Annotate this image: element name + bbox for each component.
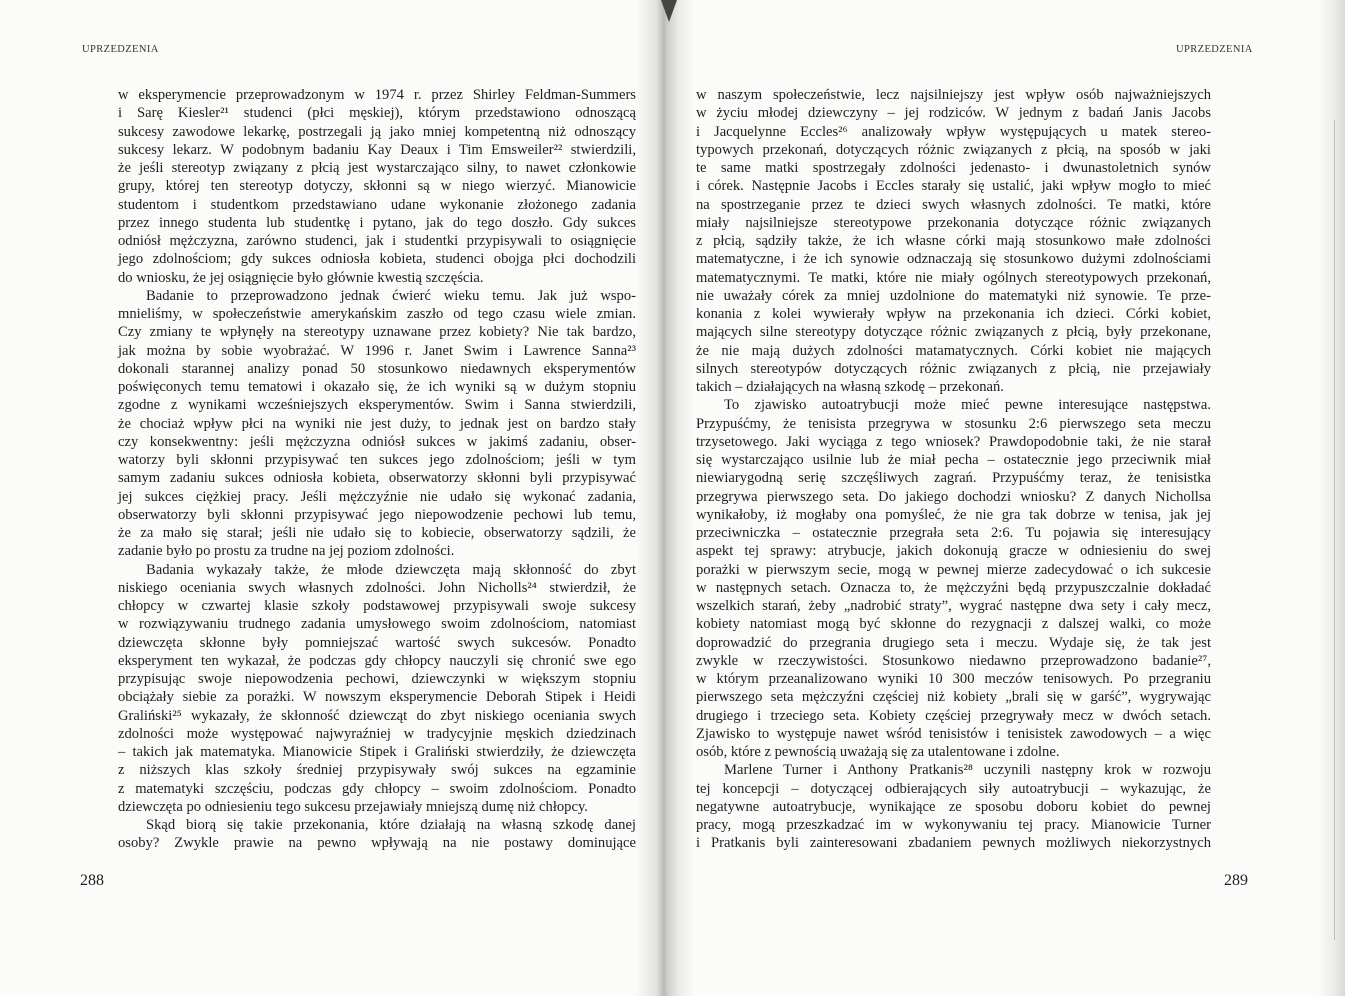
text-line: sukcesy lekarz. W podobnym badaniu Kay Deaux i Tim Emsweiler²² stwierdzili,	[118, 141, 636, 158]
text-line: Skąd biorą się takie przekonania, które działają na własną szkodę danej	[146, 817, 636, 833]
text-line: takich – działających na własną szkodę – przekonań.	[696, 379, 1004, 395]
text-line: Badanie to przeprowadzono jednak ćwierć wieku temu. Jak już wspo-	[146, 287, 636, 304]
text-line: do wniosku, że jej osiągnięcie było głównie kwestią szczęścia.	[118, 269, 484, 286]
text-line: że chociaż wpływ płci na wyniki nie jest duży, to jednak jest on bardzo stały	[118, 415, 636, 432]
right-page-text	[696, 86, 1211, 853]
text-line: przegrywa pierwszego seta. Do jakiego dochodzi wniosku? Z danych Nichollsa	[696, 488, 1211, 505]
right-page-number: 289	[1224, 872, 1248, 889]
text-line: watorzy byli skłonni przypisywać ten sukces jego zdolnościom; jeśli w tym	[118, 452, 636, 468]
text-line: i Pratkanis byli zainteresowani zbadaniem pewnych możliwych niekorzystnych	[696, 835, 1211, 852]
text-line: w eksperymencie przeprowadzonym w 1974 r. przez Shirley Feldman-Summers	[118, 87, 636, 103]
text-line: matematycznymi. Te matki, które nie miały ogólnych stereotypowych przekonań,	[696, 269, 1211, 286]
text-line: i córek. Następnie Jacobs i Eccles starały się ustalić, jaki wpływ mogło to mieć	[696, 178, 1211, 195]
page-edge-shadow	[1318, 0, 1345, 996]
text-line: wszelkich starań, żeby „nadrobić straty”, wygrać następne dwa sety i cały mecz,	[696, 598, 1211, 614]
text-line: niskiego oceniania swych własnych zdolności. John Nicholls²⁴ stwierdził, że	[118, 579, 636, 596]
text-line: i Jacquelynne Eccles²⁶ analizowały wpływ występujących u matek stereo-	[696, 123, 1211, 140]
text-line: przeciwniczka – ostatecznie przegrała seta 2:6. Tu pojawia się interesujący	[696, 525, 1211, 541]
text-line: aspekt tej sprawy: atrybucje, jakich dokonują gracze w odniesieniu do swej	[696, 543, 1211, 560]
text-line: że nie mają dużych zdolności matamatycznych. Córki kobiet nie mających	[696, 342, 1211, 359]
text-line: w rozwiązywaniu trudnego zadania umysłowego swoim zdolnościom, natomiast	[118, 616, 636, 633]
text-line: wynikałoby, iż mogłaby ona pomyśleć, że nie gra tak dobrze w tenisa, jak jej	[696, 506, 1211, 523]
text-line: chłopcy w czwartej klasie szkoły podstawowej przypisywali swoje sukcesy	[118, 598, 636, 614]
text-line: z płcią, sądziły także, że ich własne córki mają stosunkowo małe zdolności	[696, 233, 1211, 249]
text-line: przez innego studenta lub studentkę i pytano, jak do tego doszło. Gdy sukces	[118, 214, 636, 231]
text-line: dziewczęta po odniesieniu tego sukcesu przejawiały mniejszą dumę niż chłopcy.	[118, 798, 588, 815]
text-line: nie uważały córek za mniej uzdolnione do matematyki niż synowie. Te prze-	[696, 287, 1211, 304]
text-line: tej koncepcji – dotyczącej odbierających siły autoatrybucji – wykazując, że	[696, 780, 1211, 797]
text-line: doprowadzić do przegrania drugiego seta i meczu. Wydaje się, że tak jest	[696, 634, 1211, 651]
text-line: jej sukces ciężkiej pracy. Jeśli mężczyźnie nie udało się wykonać zadania,	[118, 488, 636, 505]
text-line: To zjawisko autoatrybucji może mieć pewne interesujące następstwa.	[724, 397, 1211, 414]
text-line: pracy, mogą przeszkadzać im w wykonywaniu tej pracy. Mianowicie Turner	[696, 817, 1211, 833]
text-line: poświęconych temu tematowi i okazało się, że ich wyniki są w dużym stopniu	[118, 379, 636, 395]
text-line: Badania wykazały także, że młode dziewczęta mają skłonność do zbyt	[146, 561, 636, 578]
text-line: silnych stereotypów dotyczących różnic związanych z płcią, nie przejawiały	[696, 360, 1211, 377]
page-edge-line	[1334, 120, 1335, 940]
spine-mark	[661, 0, 677, 22]
text-line: trzysetowego. Jaki wyciąga z tego wniosek? Prawdopodobnie taki, że nie starał	[696, 433, 1211, 450]
text-line: odniósł mężczyzna, zarówno studenci, jak i studentki przypisywali to osiągnięcie	[118, 233, 636, 249]
text-line: w następnych setach. Oznacza to, że mężczyźni będą przypuszczalnie dokładać	[696, 579, 1211, 596]
text-line: Marlene Turner i Anthony Pratkanis²⁸ uczynili następny krok w rozwoju	[724, 762, 1211, 779]
text-line: na spostrzeganie przez te dzieci swych własnych zdolności. Te matki, które	[696, 196, 1211, 213]
text-line: dokonali starannej analizy ponad 50 stosunkowo niedawnych eksperymentów	[118, 360, 636, 377]
text-line: się wystarczająco usilnie lub że miał pecha – ostatecznie jego przeciwnik miał	[696, 452, 1211, 468]
text-line: czy konsekwentny: jeśli mężczyzna odniósł sukces w jakimś zadaniu, obser-	[118, 433, 636, 450]
text-line: w naszym społeczeństwie, lecz najsilniejszy jest wpływ osób najważniejszych	[696, 87, 1211, 103]
text-line: jego zdolnościom; gdy sukces odniosła kobieta, studenci obojga płci dochodzili	[118, 251, 636, 268]
left-page-text	[118, 86, 636, 853]
text-line: mających silne stereotypy dotyczące różnic związanych z płcią, były przekonane,	[696, 324, 1211, 341]
text-line: Czy zmiany te wpłynęły na stereotypy uznawane przez kobiety? Nie tak bardzo,	[118, 324, 636, 341]
text-line: zwykle w rzeczywistości. Stosunkowo niedawno przeprowadzono badanie²⁷,	[696, 652, 1211, 669]
left-page-number: 288	[80, 872, 104, 889]
book-gutter-shadow	[636, 0, 694, 996]
text-line: w którym przeanalizowano wyniki 10 300 meczów tenisowych. Po przegraniu	[696, 671, 1211, 687]
text-line: samym zadaniu sukces odniosła kobieta, obserwatorzy skłonni byli przypisywać	[118, 470, 636, 487]
text-line: grupy, której ten stereotyp dotyczy, skłonni są w niego wierzyć. Mianowicie	[118, 178, 636, 195]
text-line: zadanie było po prostu za trudne na jej poziom zdolności.	[118, 543, 455, 560]
text-line: drugiego i trzeciego seta. Kobiety częściej przegrywały mecz w dwóch setach.	[696, 707, 1211, 724]
text-line: studentom i studentkom przedstawiano udane wykonanie złożonego zadania	[118, 196, 636, 213]
text-line: że za mało się starał; jeśli nie udało się to kobiecie, obserwatorzy sądzili, że	[118, 525, 636, 541]
text-line: Graliński²⁵ wykazały, że skłonność dziewcząt do zbyt niskiego oceniania swych	[118, 707, 636, 724]
text-line: negatywne autoatrybucje, wynikające ze sposobu doboru kobiet do pewnej	[696, 798, 1211, 815]
text-line: kobiety natomiast mogą być skłonne do rezygnacji z dalszej walki, co może	[696, 616, 1211, 633]
text-line: i Sarę Kiesler²¹ studenci (płci męskiej), którym przedstawiono odnoszącą	[118, 105, 636, 122]
text-line: porażki w pierwszym secie, mogą w pewnej mierze zadecydować o ich sukcesie	[696, 561, 1211, 578]
text-line: z niższych klas szkoły średniej przypisywały swój sukces na egzaminie	[118, 762, 636, 779]
text-line: obserwatorzy byli skłonni przypisywać jego niepowodzenie pechowi lub temu,	[118, 506, 636, 523]
text-line: typowych przekonań, dotyczących różnic związanych z płcią, na sposób w jaki	[696, 141, 1211, 158]
text-line: – takich jak matematyka. Mianowicie Stipek i Graliński stwierdziły, że dziewczęta	[118, 744, 636, 760]
text-line: eksperyment ten wykazał, że podczas gdy chłopcy nauczyli się chronić swe ego	[118, 652, 636, 669]
text-line: zgodne z wynikami wcześniejszych eksperymentów. Swim i Sanna stwierdzili,	[118, 397, 636, 414]
text-line: Zjawisko to występuje nawet wśród tenisistów i tenisistek zawodowych – a więc	[696, 725, 1211, 742]
text-line: że jeśli stereotyp związany z płcią jest wystarczająco silny, to nawet członkowie	[118, 160, 636, 176]
text-line: przypisując swoje niepowodzenia pechowi, dziewczynki w większym stopniu	[118, 671, 636, 687]
text-line: te same matki spostrzegały zdolności jedenasto- i dwunastoletnich synów	[696, 160, 1211, 176]
text-line: mnieliśmy, w społeczeństwie amerykańskim zaszło od tego czasu wiele zmian.	[118, 306, 636, 322]
right-running-head: UPRZEDZENIA	[1176, 44, 1253, 55]
text-line: sukcesy zawodowe lekarkę, postrzegali ją jako mniej kompetentną niż odnoszący	[118, 123, 636, 140]
text-line: Przypuśćmy, że tenisista przegrywa w stosunku 2:6 pierwszego seta meczu	[696, 415, 1211, 432]
text-line: miały najsilniejsze stereotypowe przekonania dotyczące różnic związanych	[696, 214, 1211, 231]
text-line: obciążały siebie za porażki. W nowszym eksperymencie Deborah Stipek i Heidi	[118, 689, 636, 706]
text-line: jak można by sobie wyobrażać. W 1996 r. Janet Swim i Lawrence Sanna²³	[118, 342, 636, 359]
text-line: matematyczne, i że ich synowie odznaczają się stosunkowo dużymi zdolnościami	[696, 251, 1211, 268]
text-line: osób, które z pewnością uważają się za utalentowane i zdolne.	[696, 744, 1060, 760]
text-line: konania z kolei wywierały wpływ na przekonania ich dzieci. Córki kobiet,	[696, 306, 1211, 322]
left-running-head: UPRZEDZENIA	[82, 44, 159, 55]
text-line: w życiu młodej dziewczyny – jej rodziców. W jednym z badań Janis Jacobs	[696, 105, 1211, 122]
text-line: niewiarygodną serię szczęśliwych zagrań. Przypuśćmy teraz, że tenisistka	[696, 470, 1211, 487]
text-line: pierwszego seta mężczyźni częściej niż kobiety „brali się w garść”, wygrywając	[696, 689, 1211, 706]
text-line: z matematyki szczęściu, podczas gdy chłopcy – swoim zdolnościom. Ponadto	[118, 780, 636, 797]
text-line: zdolności może występować najwyraźniej w tradycyjnie męskich dziedzinach	[118, 725, 636, 742]
text-line: osoby? Zwykle prawie na pewno wpływają na nie postawy dominujące	[118, 835, 636, 852]
text-line: dziewczęta skłonne były pomniejszać wartość swych sukcesów. Ponadto	[118, 634, 636, 651]
